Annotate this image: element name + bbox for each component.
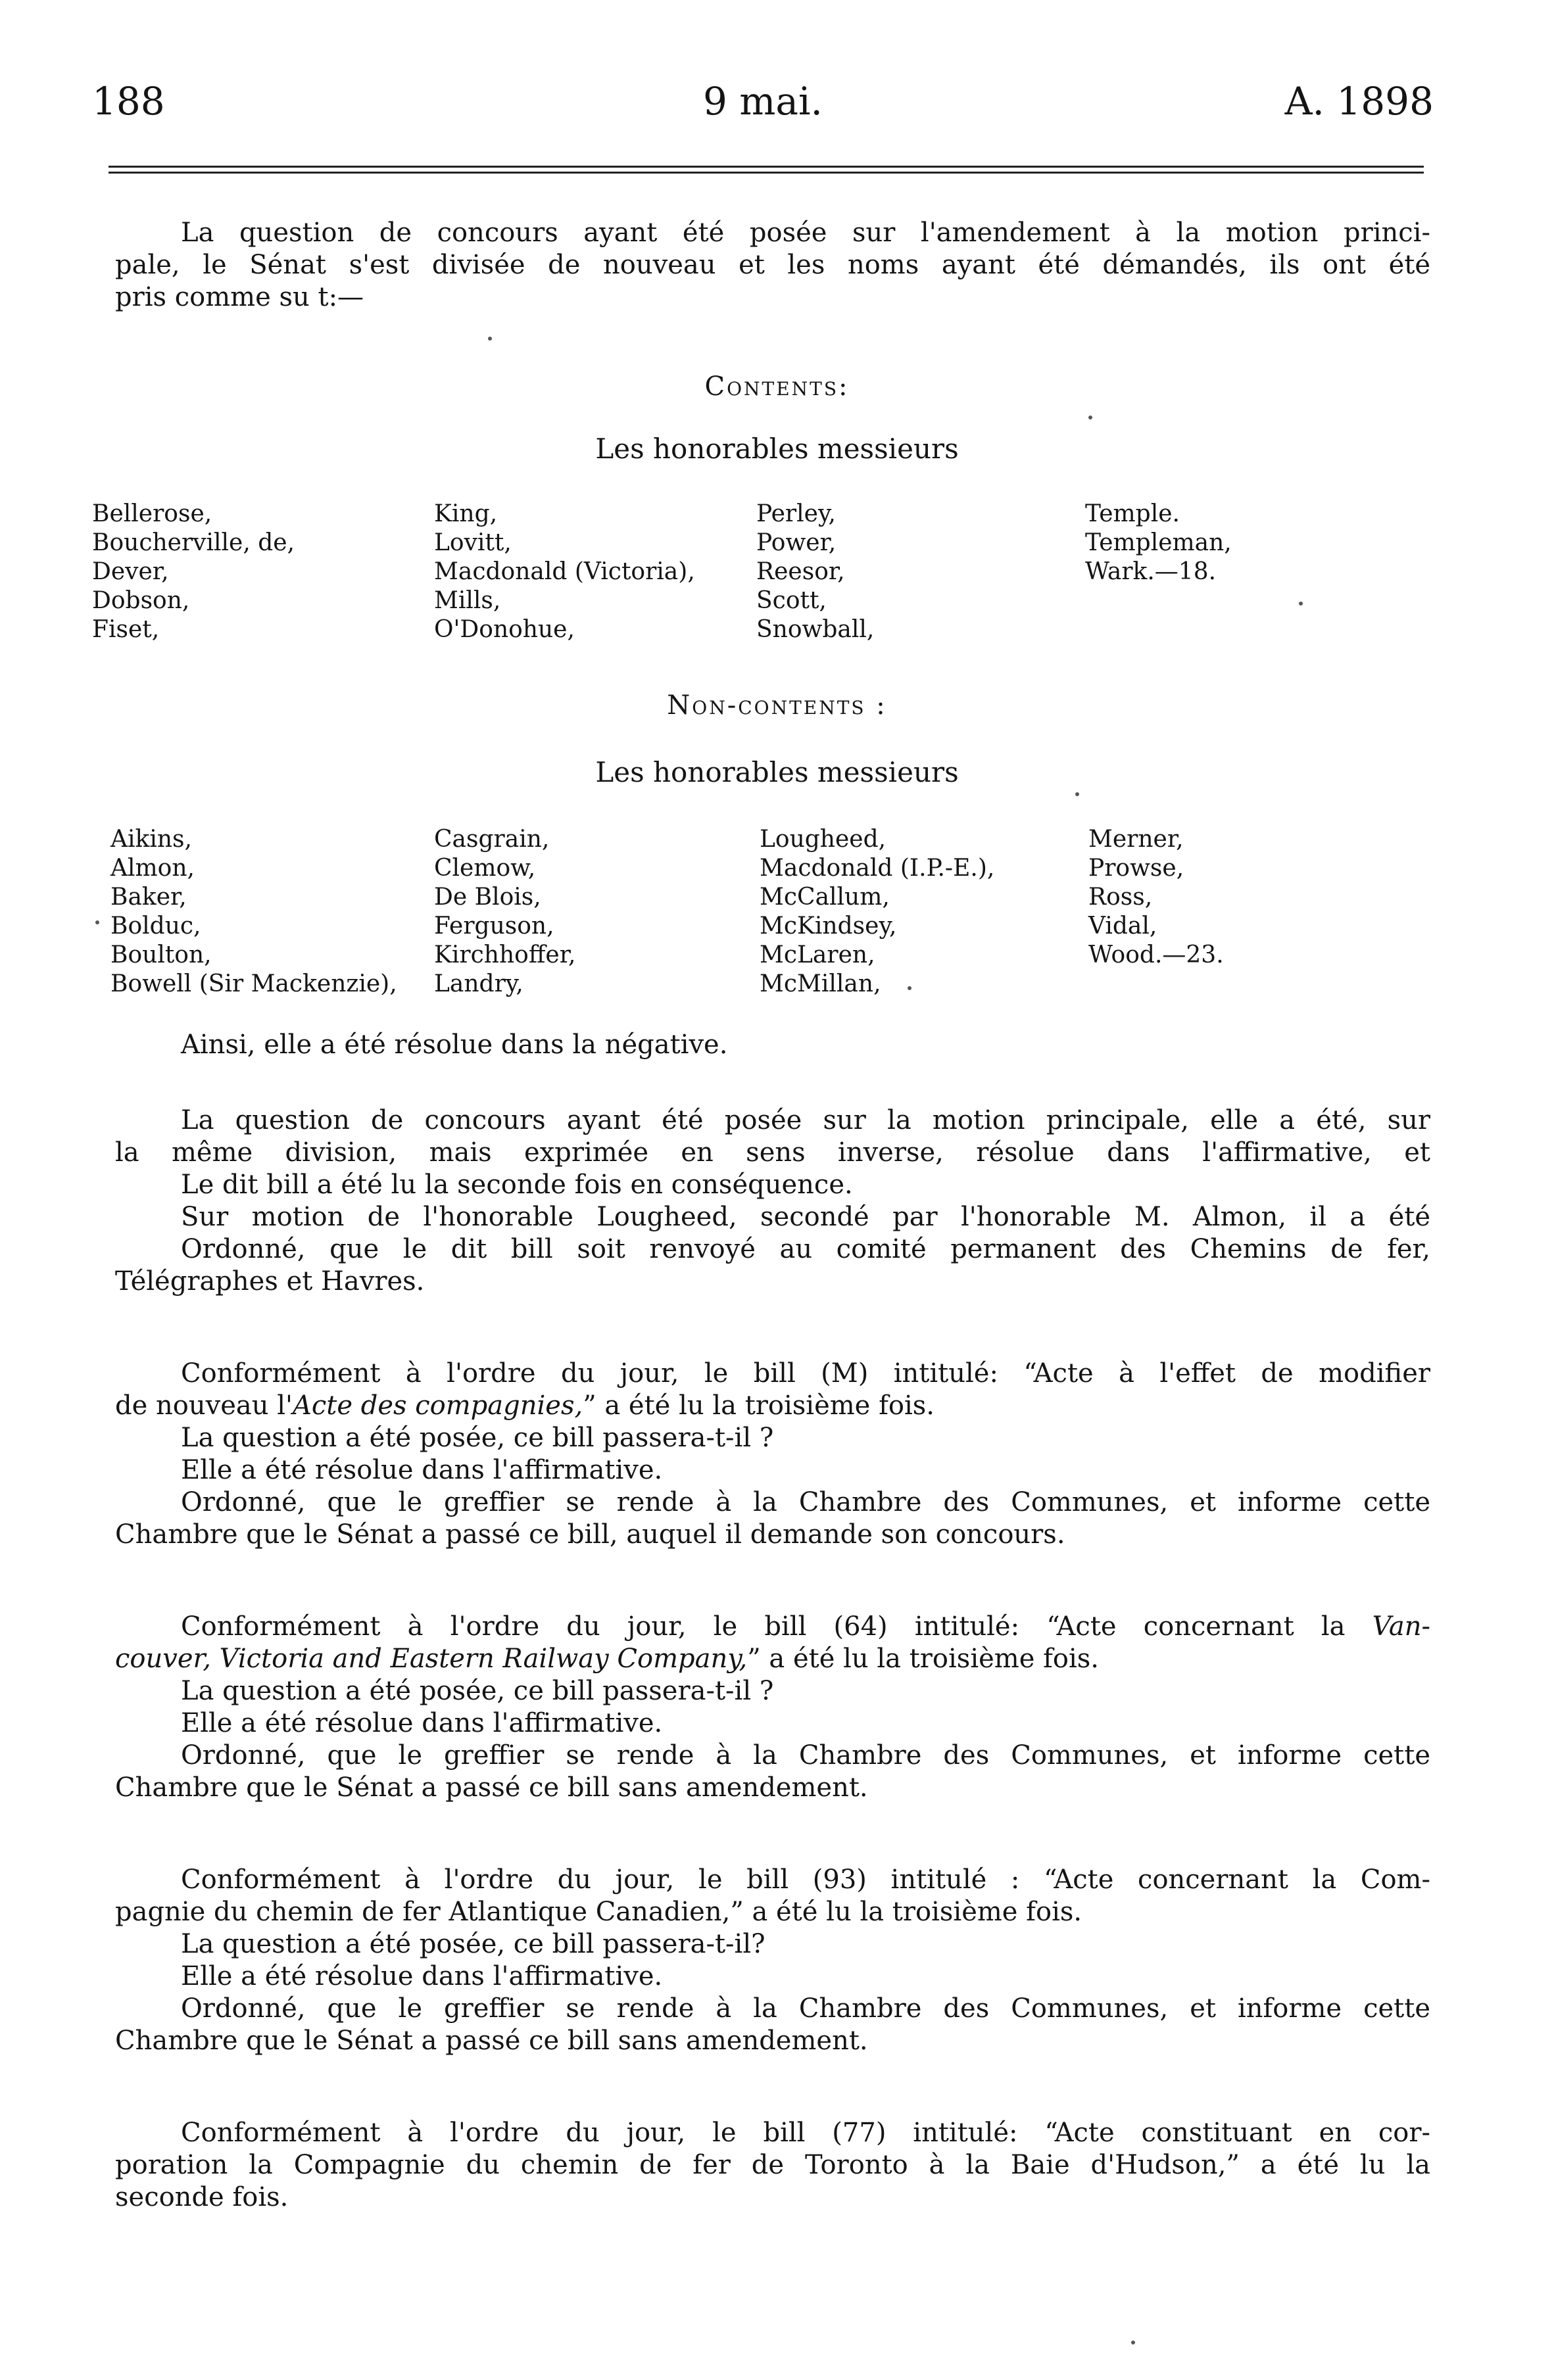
paragraph-bill-77 bbox=[115, 2117, 1430, 2214]
contents-subtitle: Les honorables messieurs bbox=[595, 433, 959, 465]
senator-name: Wark.—18. bbox=[1085, 558, 1217, 585]
non-contents-column-2 bbox=[434, 825, 575, 999]
contents-column-2 bbox=[434, 500, 695, 644]
senator-name: Fiset, bbox=[92, 616, 160, 643]
senator-name: Dobson, bbox=[92, 587, 190, 614]
text-line: Elle a été résolue dans l'affirmative. bbox=[181, 1455, 663, 1485]
senator-name: Snowball, bbox=[756, 616, 875, 643]
paragraph-bill-93 bbox=[115, 1864, 1430, 2057]
senator-name: McMillan, bbox=[760, 970, 881, 997]
senator-name: Bellerose, bbox=[92, 500, 212, 527]
senator-name: O'Donohue, bbox=[434, 616, 575, 643]
text-line: Chambre que le Sénat a passé ce bill, auquel il demande son concours. bbox=[115, 1519, 1065, 1550]
senator-name: Lougheed, bbox=[760, 826, 886, 853]
text-line: Ordonné, que le greffier se rende à la Chambre des Communes, et informe cette bbox=[181, 1487, 1430, 1517]
senator-name: Ferguson, bbox=[434, 913, 554, 940]
text-line: Elle a été résolue dans l'affirmative. bbox=[181, 1708, 663, 1738]
senator-name: Merner, bbox=[1088, 826, 1184, 853]
text-line: Conformément à l'ordre du jour, le bill (77) intitulé: “Acte constituant en cor- bbox=[181, 2118, 1430, 2148]
senator-name: Vidal, bbox=[1088, 913, 1157, 940]
text-line: pagnie du chemin de fer Atlantique Canadien,” a été lu la troisième fois. bbox=[115, 1897, 1082, 1927]
paragraph-bill-m bbox=[115, 1358, 1430, 1551]
text-line: Sur motion de l'honorable Lougheed, secondé par l'honorable M. Almon, il a été bbox=[181, 1202, 1430, 1232]
senator-name: Mills, bbox=[434, 587, 501, 614]
header-year: A. 1898 bbox=[1284, 79, 1434, 124]
senator-name: Boulton, bbox=[110, 941, 212, 968]
senator-name: Ross, bbox=[1088, 884, 1153, 911]
text-line: Chambre que le Sénat a passé ce bill sans amendement. bbox=[115, 1773, 868, 1803]
scan-speck bbox=[488, 337, 492, 341]
paragraph-second-reading bbox=[115, 1105, 1430, 1298]
senator-name: McKindsey, bbox=[760, 913, 897, 940]
non-contents-column-1 bbox=[110, 825, 397, 999]
senator-name: Casgrain, bbox=[434, 826, 550, 853]
senator-name: Macdonald (I.P.-E.), bbox=[760, 855, 995, 882]
senator-name: Templeman, bbox=[1085, 529, 1232, 556]
text-line: Ordonné, que le greffier se rende à la Chambre des Communes, et informe cette bbox=[181, 1993, 1430, 2024]
scan-speck bbox=[1299, 602, 1303, 606]
header-date: 9 mai. bbox=[703, 79, 823, 124]
text-line: Ordonné, que le dit bill soit renvoyé au comité permanent des Chemins de fer, bbox=[181, 1234, 1430, 1264]
senator-name: McLaren, bbox=[760, 941, 875, 968]
text-line: Télégraphes et Havres. bbox=[115, 1266, 425, 1297]
text-line: Elle a été résolue dans l'affirmative. bbox=[181, 1961, 663, 1991]
non-contents-title: Non-contents : bbox=[667, 690, 887, 721]
scan-speck bbox=[1131, 2341, 1135, 2344]
text-line: pale, le Sénat s'est divisée de nouveau et les noms ayant été démandés, ils ont été bbox=[115, 250, 1430, 280]
senator-name: Perley, bbox=[756, 500, 836, 527]
text-line: Conformément à l'ordre du jour, le bill (93) intitulé : “Acte concernant la Com- bbox=[181, 1865, 1430, 1895]
text-line: Chambre que le Sénat a passé ce bill sans amendement. bbox=[115, 2026, 868, 2056]
senator-name: Lovitt, bbox=[434, 529, 512, 556]
senator-name: Landry, bbox=[434, 970, 523, 997]
page-header bbox=[92, 79, 1434, 131]
header-rule bbox=[109, 166, 1424, 174]
senator-name: Bowell (Sir Mackenzie), bbox=[110, 970, 397, 997]
senator-name: Almon, bbox=[110, 855, 195, 882]
text-line: Conformément à l'ordre du jour, le bill (64) intitulé: “Acte concernant la Van- bbox=[181, 1611, 1430, 1642]
text-line: Ordonné, que le greffier se rende à la Chambre des Communes, et informe cette bbox=[181, 1740, 1430, 1771]
text-line: La question a été posée, ce bill passera-t-il? bbox=[181, 1929, 765, 1959]
senator-name: Power, bbox=[756, 529, 837, 556]
senator-name: Scott, bbox=[756, 587, 827, 614]
text-line: couver, Victoria and Eastern Railway Company,” a été lu la troisième fois. bbox=[115, 1644, 1100, 1674]
page-number: 188 bbox=[92, 79, 165, 124]
non-contents-column-4 bbox=[1088, 825, 1224, 970]
scan-speck bbox=[95, 920, 99, 924]
senator-name: McCallum, bbox=[760, 884, 890, 911]
text-line: poration la Compagnie du chemin de fer de Toronto à la Baie d'Hudson,” a été lu la bbox=[115, 2150, 1430, 2180]
text-line: Conformément à l'ordre du jour, le bill (M) intitulé: “Acte à l'effet de modifier bbox=[181, 1358, 1430, 1389]
senator-name: Temple. bbox=[1085, 500, 1180, 527]
senator-name: Boucherville, de, bbox=[92, 529, 295, 556]
senator-name: Kirchhoffer, bbox=[434, 941, 576, 968]
text-line: la même division, mais exprimée en sens inverse, résolue dans l'affirmative, et bbox=[115, 1137, 1430, 1168]
text-line: La question a été posée, ce bill passera-t-il ? bbox=[181, 1676, 774, 1706]
senator-name: Macdonald (Victoria), bbox=[434, 558, 695, 585]
text-line: de nouveau l'Acte des compagnies,” a été lu la troisième fois. bbox=[115, 1391, 935, 1421]
contents-title: Contents: bbox=[704, 371, 850, 402]
senator-name: Prowse, bbox=[1088, 855, 1184, 882]
scan-speck bbox=[1088, 416, 1092, 419]
senator-name: Bolduc, bbox=[110, 913, 201, 940]
paragraph-bill-64 bbox=[115, 1611, 1430, 1804]
senator-name: Dever, bbox=[92, 558, 169, 585]
paragraph-intro bbox=[115, 217, 1430, 314]
text-line: Le dit bill a été lu la seconde fois en conséquence. bbox=[181, 1170, 853, 1200]
text-line: La question de concours ayant été posée sur la motion principale, elle a été, sur bbox=[181, 1105, 1430, 1135]
contents-column-1 bbox=[92, 500, 295, 644]
senator-name: Baker, bbox=[110, 884, 187, 911]
senator-name: Aikins, bbox=[110, 826, 192, 853]
text-line: La question de concours ayant été posée sur l'amendement à la motion princi- bbox=[181, 218, 1430, 248]
non-contents-subtitle: Les honorables messieurs bbox=[595, 756, 959, 788]
contents-column-4 bbox=[1085, 500, 1232, 586]
senator-name: King, bbox=[434, 500, 498, 527]
senator-name: Wood.—23. bbox=[1088, 941, 1224, 968]
scan-speck bbox=[1075, 792, 1079, 796]
senator-name: Reesor, bbox=[756, 558, 845, 585]
senator-name: De Blois, bbox=[434, 884, 541, 911]
text-line: seconde fois. bbox=[115, 2182, 289, 2212]
scan-speck bbox=[908, 986, 911, 990]
text-line: La question a été posée, ce bill passera-t-il ? bbox=[181, 1423, 774, 1453]
senator-name: Clemow, bbox=[434, 855, 536, 882]
result-line: Ainsi, elle a été résolue dans la négative. bbox=[181, 1030, 728, 1060]
non-contents-column-3 bbox=[760, 825, 994, 999]
contents-column-3 bbox=[756, 500, 874, 644]
text-line: pris comme su t:— bbox=[115, 282, 364, 312]
